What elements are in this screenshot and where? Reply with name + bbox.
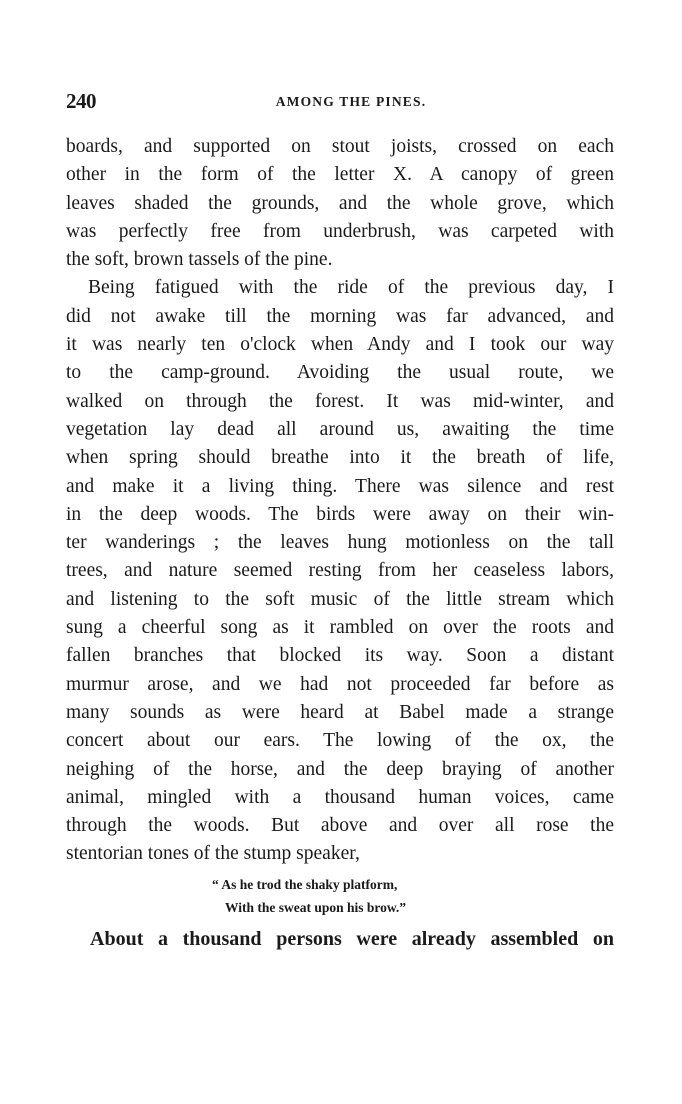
text-line: and listening to the soft music of the little stream which xyxy=(66,588,614,610)
text-line: vegetation lay dead all around us, awaiting the time xyxy=(66,418,614,440)
text-line: to the camp-ground. Avoiding the usual route, we xyxy=(66,362,614,384)
text-line: ter wanderings ; the leaves hung motionless on the tall xyxy=(66,532,614,554)
text-line: murmur arose, and we had not proceeded far before as xyxy=(66,673,614,695)
text-line: in the deep woods. The birds were away on their win- xyxy=(66,503,614,525)
text-line: boards, and supported on stout joists, crossed on each xyxy=(66,136,614,157)
final-line: About a thousand persons were already assembled on xyxy=(90,927,614,950)
text-line: did not awake till the morning was far advanced, and xyxy=(66,305,614,327)
verse-quote xyxy=(66,873,614,919)
text-line: was perfectly free from underbrush, was carpeted with xyxy=(66,220,614,242)
text-line: many sounds as were heard at Babel made a strange xyxy=(66,701,614,723)
text-line: fallen branches that blocked its way. Soon a distant xyxy=(66,645,614,667)
text-line: other in the form of the letter X. A canopy of green xyxy=(66,164,614,186)
text-line: stentorian tones of the stump speaker, xyxy=(66,843,360,865)
text-line: the soft, brown tassels of the pine. xyxy=(66,249,333,271)
quote-line: “ As he trod the shaky platform, xyxy=(212,876,398,892)
text-line: when spring should breathe into it the breath of life, xyxy=(66,447,614,469)
text-line: Being fatigued with the ride of the previous day, I xyxy=(88,277,614,299)
text-line: it was nearly ten o'clock when Andy and I took our way xyxy=(66,334,614,356)
text-line: through the woods. But above and over all rose the xyxy=(66,815,614,837)
text-line: leaves shaded the grounds, and the whole grove, which xyxy=(66,192,614,214)
text-line: sung a cheerful song as it rambled on over the roots and xyxy=(66,617,614,639)
quote-line: With the sweat upon his brow.” xyxy=(225,899,407,915)
text-line: animal, mingled with a thousand human voices, came xyxy=(66,786,614,808)
paragraph-1 xyxy=(66,133,614,274)
paragraph-2 xyxy=(66,274,614,868)
text-line: concert about our ears. The lowing of the ox, the xyxy=(66,730,614,752)
text-line: and make it a living thing. There was silence and rest xyxy=(66,475,614,497)
body-text xyxy=(66,133,614,953)
text-line: walked on through the forest. It was mid-winter, and xyxy=(66,390,614,412)
text-line: neighing of the horse, and the deep braying of another xyxy=(66,758,614,780)
running-head: AMONG THE PINES. xyxy=(275,94,427,109)
text-line: trees, and nature seemed resting from her ceaseless labors, xyxy=(66,560,614,582)
page-number: 240 xyxy=(66,89,96,113)
